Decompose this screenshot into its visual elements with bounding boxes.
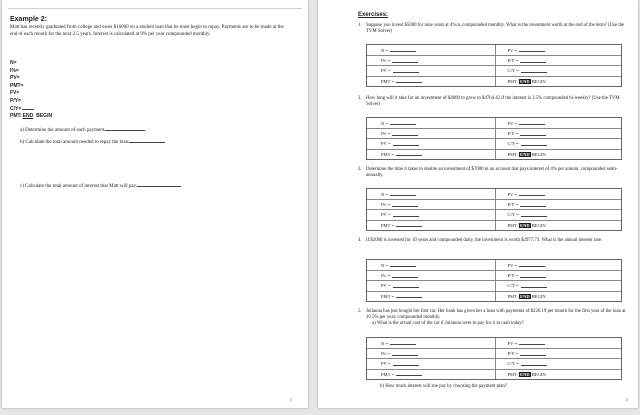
answer-blank	[521, 69, 547, 73]
problem-5-part-b: b) How much interest will she pay by choosing the payment plan?	[380, 384, 507, 389]
answer-blank	[393, 213, 419, 217]
pmt-cell: PMT =	[367, 292, 495, 301]
page-number: 4	[625, 397, 628, 402]
tvm-row	[367, 199, 621, 209]
var-fv: FV=	[10, 90, 20, 97]
var-i: I%=	[10, 67, 19, 74]
tvm-row	[367, 369, 621, 379]
tvm-row	[367, 358, 621, 368]
py-cell: P/Y =	[495, 129, 622, 138]
answer-blank	[392, 274, 418, 278]
problem-2: 2. How long will it take for an investment of $4000 to grow to $4764.42 if the interest is 3.5% compounded bi-weekly? (Use the TVM Solver)	[358, 96, 620, 108]
answer-blank	[396, 372, 422, 376]
tvm-row	[367, 209, 621, 219]
pmt-mode-row: PMT: END BEGIN	[10, 113, 53, 120]
fv-cell: FV =	[495, 118, 622, 128]
answer-blank	[392, 203, 418, 207]
py-cell: P/Y =	[495, 349, 622, 358]
pmt-mode-end: END	[520, 151, 530, 157]
pmt-mode-end: END	[520, 222, 530, 228]
cy-cell: C/Y =	[495, 139, 622, 148]
page-number: 3	[289, 397, 292, 402]
tvm-table-2	[366, 117, 622, 160]
fv-cell: FV =	[495, 45, 622, 55]
pmt-mode-begin: BEGIN	[531, 78, 546, 84]
var-n: N=	[10, 60, 17, 66]
cy-cell: C/Y =	[495, 281, 622, 290]
answer-blank	[520, 132, 546, 136]
answer-blank	[392, 132, 418, 136]
answer-blank	[519, 121, 545, 125]
pmt-mode-begin: BEGIN	[36, 113, 53, 120]
header-rule	[8, 8, 302, 9]
answer-blank	[519, 48, 545, 52]
pv-cell: PV =	[367, 359, 495, 368]
problem-4: 4. If $2000 is invested for 10 years and compounded daily, the investment is worth $2977.73. What is the annual interest rate.	[358, 238, 603, 243]
answer-blank	[521, 142, 547, 146]
pmt-cell: PMT =	[367, 77, 495, 86]
pv-cell: PV =	[367, 281, 495, 290]
pmt-mode-end: END	[520, 293, 530, 299]
answer-blank	[521, 213, 547, 217]
tvm-table-4	[366, 259, 622, 302]
tvm-row	[367, 348, 621, 358]
pv-cell: PV =	[367, 139, 495, 148]
answer-blank	[520, 274, 546, 278]
pmt-mode-end: END	[520, 371, 530, 377]
tvm-table-1	[366, 44, 622, 87]
i-cell: I% =	[367, 200, 495, 209]
pmt-mode-cell: PMT: END BEGIN	[495, 150, 622, 159]
answer-blank	[521, 284, 547, 288]
i-cell: I% =	[367, 271, 495, 280]
n-cell: N =	[367, 118, 495, 128]
answer-blank	[392, 352, 418, 356]
answer-blank	[22, 109, 34, 110]
answer-blank	[519, 192, 545, 196]
exercises-title: Exercises:	[358, 12, 389, 18]
tvm-row	[367, 260, 621, 270]
question-c: c) Calculate the total amount of interest that Matt will pay.	[20, 182, 181, 191]
var-cy: C/Y=	[10, 106, 52, 114]
answer-blank	[393, 69, 419, 73]
cy-cell: C/Y =	[495, 359, 622, 368]
pmt-cell: PMT =	[367, 150, 495, 159]
example-text: Matt has recently graduated from college and owes $16000 on a student loan that he must begin to repay. Payments are to be made at the end of each month for the next 2.5 years. Interest is calculated at 9% per year compounded monthly.	[10, 25, 284, 37]
answer-blank	[390, 48, 416, 52]
answer-blank	[519, 341, 545, 345]
answer-blank	[390, 192, 416, 196]
pv-cell: PV =	[367, 210, 495, 219]
cy-cell: C/Y =	[495, 210, 622, 219]
answer-blank	[392, 59, 418, 63]
pmt-mode-cell: PMT: END BEGIN	[495, 370, 622, 379]
py-cell: P/Y =	[495, 271, 622, 280]
var-py: P/Y=	[10, 97, 21, 104]
tvm-row	[367, 220, 621, 230]
py-cell: P/Y =	[495, 200, 622, 209]
answer-blank	[137, 182, 181, 187]
answer-blank	[390, 121, 416, 125]
right-page	[318, 0, 638, 408]
tvm-row	[367, 55, 621, 65]
answer-blank	[390, 263, 416, 267]
tvm-row	[367, 65, 621, 75]
pmt-mode-begin: BEGIN	[531, 222, 546, 228]
n-cell: N =	[367, 338, 495, 348]
answer-blank	[393, 362, 419, 366]
problem-1: 1. Suppose you invest $5000 for nine years at 4%/a, compounded monthly. What is the investment worth at the end of the term? (Use the TVM Solver)	[358, 23, 625, 35]
pmt-mode-begin: BEGIN	[531, 151, 546, 157]
question-b: b) Calculate the total amount needed to repay the loan.	[20, 138, 165, 147]
answer-blank	[396, 223, 422, 227]
i-cell: I% =	[367, 129, 495, 138]
tvm-row	[367, 128, 621, 138]
tvm-row	[367, 189, 621, 199]
n-cell: N =	[367, 45, 495, 55]
tvm-row	[367, 291, 621, 301]
tvm-row	[367, 138, 621, 148]
answer-blank	[393, 142, 419, 146]
fv-cell: FV =	[495, 260, 622, 270]
cy-cell: C/Y =	[495, 66, 622, 75]
n-cell: N =	[367, 189, 495, 199]
answer-blank	[129, 138, 165, 143]
pmt-mode-cell: PMT: END BEGIN	[495, 77, 622, 86]
pmt-mode-end: END	[520, 78, 530, 84]
answer-blank	[105, 126, 145, 131]
answer-blank	[396, 294, 422, 298]
tvm-row	[367, 118, 621, 128]
left-page	[2, 0, 308, 408]
pmt-cell: PMT =	[367, 221, 495, 230]
i-cell: I% =	[367, 349, 495, 358]
answer-blank	[520, 203, 546, 207]
pmt-mode-begin: BEGIN	[531, 371, 546, 377]
py-cell: P/Y =	[495, 56, 622, 65]
answer-blank	[521, 362, 547, 366]
answer-blank	[396, 79, 422, 83]
tvm-table-3	[366, 188, 622, 231]
answer-blank	[520, 59, 546, 63]
fv-cell: FV =	[495, 338, 622, 348]
problem-3: 3. Determine the time it takes to double an investment of $7000 in an account that pays interest of 4% per annum, compounded semi-annually.	[358, 167, 618, 179]
i-cell: I% =	[367, 56, 495, 65]
var-pv: PV=	[10, 75, 20, 82]
n-cell: N =	[367, 260, 495, 270]
tvm-row	[367, 270, 621, 280]
answer-blank	[519, 263, 545, 267]
pmt-mode-cell: PMT: END BEGIN	[495, 292, 622, 301]
tvm-variable-list	[10, 60, 52, 121]
example-title: Example 2:	[10, 16, 47, 23]
problem-5: 5. Julianna has just bought her first car. Her bank has given her a loan with payments of $226.19 per month for the first year of the loan at 10.5% per year, compounded monthly. a) What is the actual cost of the car if Julianna were to pay for it in cash today?	[358, 309, 626, 327]
tvm-row	[367, 149, 621, 159]
tvm-table-5	[366, 337, 622, 380]
pmt-mode-begin: BEGIN	[531, 293, 546, 299]
answer-blank	[520, 352, 546, 356]
problem-5-part-a: a) What is the actual cost of the car if Julianna were to pay for it in cash today?	[372, 321, 524, 327]
pv-cell: PV =	[367, 66, 495, 75]
fv-cell: FV =	[495, 189, 622, 199]
pmt-mode-cell: PMT: END BEGIN	[495, 221, 622, 230]
tvm-row	[367, 45, 621, 55]
tvm-row	[367, 76, 621, 86]
tvm-row	[367, 280, 621, 290]
answer-blank	[396, 152, 422, 156]
tvm-row	[367, 338, 621, 348]
pmt-mode-end: END	[22, 113, 34, 120]
var-pmt: PMT=	[10, 82, 24, 89]
question-a: a) Determine the amount of each payment.	[20, 126, 145, 135]
answer-blank	[393, 284, 419, 288]
pmt-cell: PMT =	[367, 370, 495, 379]
answer-blank	[390, 341, 416, 345]
